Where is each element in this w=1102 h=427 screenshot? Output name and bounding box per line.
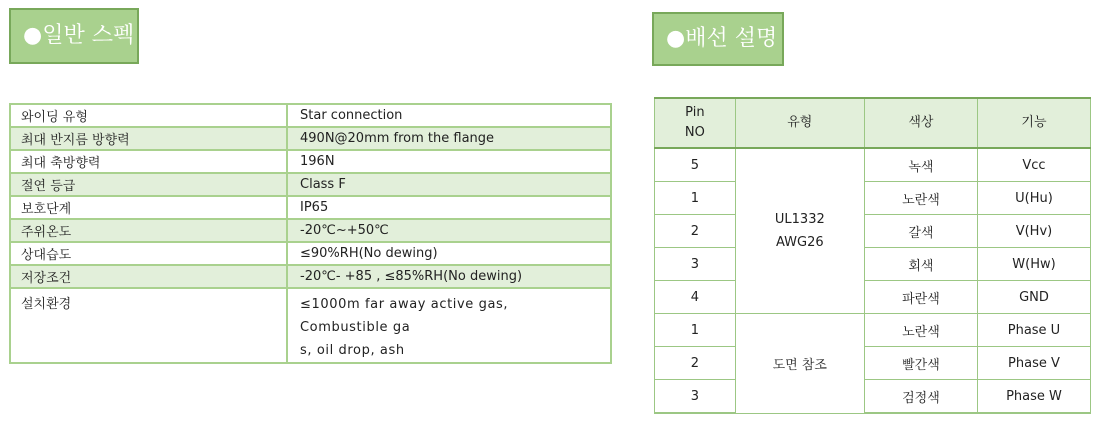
pin-cell: 2 (655, 215, 736, 248)
function-cell: Vcc (977, 148, 1090, 182)
table-row (655, 248, 1091, 281)
table-row (10, 219, 611, 242)
table-row (655, 182, 1091, 215)
spec-value-line: s, oil drop, ash (300, 343, 405, 358)
table-row (10, 288, 611, 363)
function-cell: Phase U (977, 314, 1090, 347)
header-pin-line: NO (684, 125, 705, 140)
wiring-table (654, 97, 1091, 414)
table-row (655, 314, 1091, 347)
header-color: 색상 (864, 98, 977, 148)
table-row (10, 104, 611, 127)
pin-cell: 3 (655, 380, 736, 414)
spec-label: 최대 반지름 방향력 (10, 127, 287, 150)
function-cell: Phase V (977, 347, 1090, 380)
function-cell: W(Hw) (977, 248, 1090, 281)
spec-label: 최대 축방향력 (10, 150, 287, 173)
spec-value: Star connection (287, 104, 611, 127)
header-type: 유형 (735, 98, 864, 148)
spec-value: IP65 (287, 196, 611, 219)
spec-label: 주위온도 (10, 219, 287, 242)
function-cell: U(Hu) (977, 182, 1090, 215)
table-row (10, 242, 611, 265)
table-row (655, 148, 1091, 182)
spec-value (287, 288, 611, 363)
header-function: 기능 (977, 98, 1090, 148)
table-row (655, 380, 1091, 414)
table-header-row (655, 98, 1091, 148)
pin-cell: 1 (655, 314, 736, 347)
color-cell: 갈색 (864, 215, 977, 248)
spec-value: ≤90%RH(No dewing) (287, 242, 611, 265)
function-cell: Phase W (977, 380, 1090, 414)
spec-label: 상대습도 (10, 242, 287, 265)
spec-label: 절연 등급 (10, 173, 287, 196)
color-cell: 검정색 (864, 380, 977, 414)
table-row (10, 173, 611, 196)
header-pin (655, 98, 736, 148)
color-cell: 녹색 (864, 148, 977, 182)
color-cell: 노란색 (864, 314, 977, 347)
color-cell: 파란색 (864, 281, 977, 314)
color-cell: 회색 (864, 248, 977, 281)
pin-cell: 5 (655, 148, 736, 182)
type-cell (735, 148, 864, 314)
spec-value: -20℃~+50℃ (287, 219, 611, 242)
function-cell: V(Hv) (977, 215, 1090, 248)
spec-label: 저장조건 (10, 265, 287, 288)
type-line: UL1332 (774, 212, 825, 227)
spec-value: 196N (287, 150, 611, 173)
table-row (655, 215, 1091, 248)
function-cell: GND (977, 281, 1090, 314)
pin-cell: 3 (655, 248, 736, 281)
wiring-heading (652, 12, 784, 66)
wiring-title: ●배선 설명 (666, 26, 778, 51)
spec-value: -20℃- +85 , ≤85%RH(No dewing) (287, 265, 611, 288)
general-spec-table (9, 103, 612, 364)
type-line: AWG26 (775, 235, 824, 250)
spec-value-line: ≤1000m far away active gas, Combustible ga (300, 297, 509, 335)
table-row (10, 196, 611, 219)
spec-label: 설치환경 (10, 288, 287, 363)
table-row (655, 281, 1091, 314)
table-row (10, 265, 611, 288)
pin-cell: 1 (655, 182, 736, 215)
type-cell: 도면 참조 (735, 314, 864, 414)
spec-value: Class F (287, 173, 611, 196)
general-spec-title: ●일반 스펙 (23, 23, 135, 48)
pin-cell: 4 (655, 281, 736, 314)
table-row (655, 347, 1091, 380)
spec-label: 와이딩 유형 (10, 104, 287, 127)
pin-cell: 2 (655, 347, 736, 380)
header-pin-line: Pin (685, 105, 705, 120)
table-row (10, 150, 611, 173)
spec-value: 490N@20mm from the flange (287, 127, 611, 150)
table-row (10, 127, 611, 150)
color-cell: 빨간색 (864, 347, 977, 380)
color-cell: 노란색 (864, 182, 977, 215)
general-spec-heading (9, 8, 139, 64)
spec-label: 보호단계 (10, 196, 287, 219)
